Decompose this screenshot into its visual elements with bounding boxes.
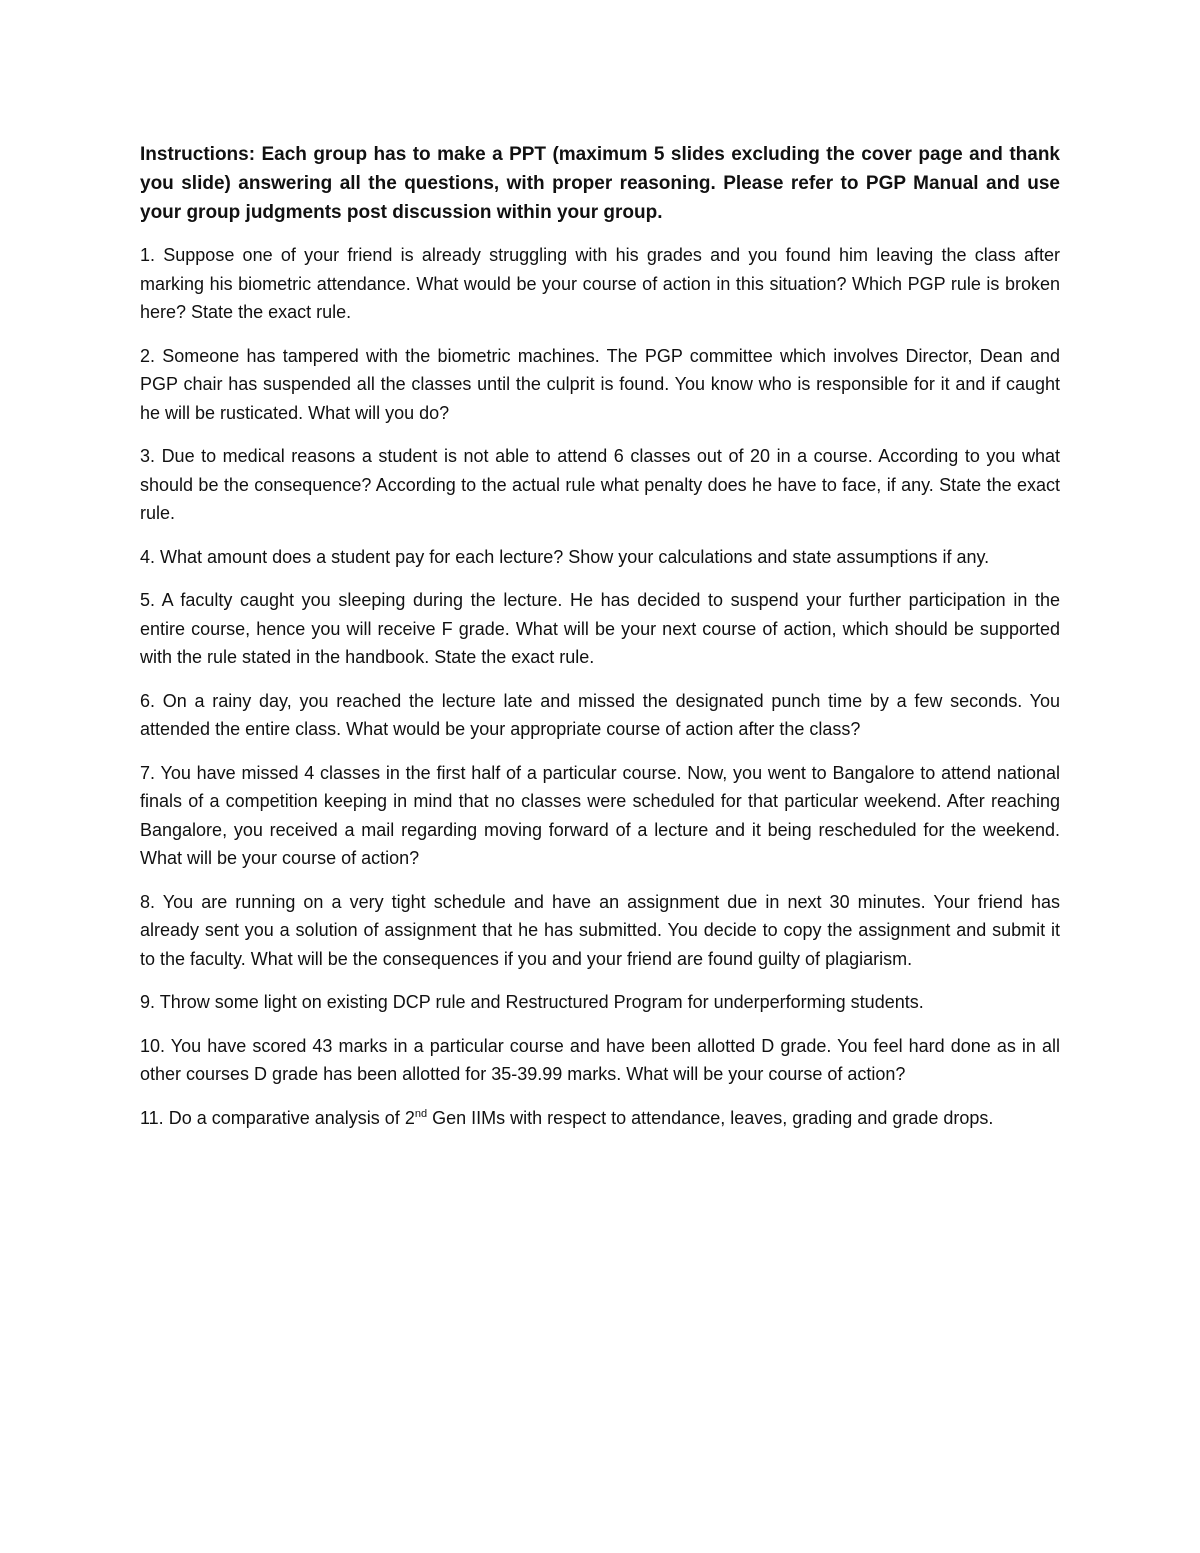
- question-text: A faculty caught you sleeping during the lecture. He has decided to suspend your further participation in the entire course, hence you will receive F grade. What will be your next course of action, which should be supported with the rule stated in the handbook. State the exact rule.: [140, 590, 1060, 667]
- instructions-paragraph: Instructions: Each group has to make a PPT (maximum 5 slides excluding the cover page and thank you slide) answering all the questions, with proper reasoning. Please refer to PGP Manual and use your group judgments post discussion within your group.: [140, 144, 1060, 223]
- question-number: 11.: [140, 1107, 164, 1128]
- question-2: [140, 342, 1060, 428]
- document-content: [140, 140, 1060, 1147]
- question-text: Suppose one of your friend is already struggling with his grades and you found him leaving the class after marking his biometric attendance. What would be your course of action in this situation? Which PGP rule is broken here? State the exact rule.: [140, 245, 1060, 322]
- question-text: You have scored 43 marks in a particular course and have been allotted D grade. You feel hard done as in all other courses D grade has been allotted for 35-39.99 marks. What will be your course of action?: [140, 1035, 1060, 1084]
- question-9: [140, 988, 1060, 1017]
- question-10: [140, 1032, 1060, 1089]
- question-number: 7.: [140, 762, 156, 783]
- question-text: Someone has tampered with the biometric machines. The PGP committee which involves Director, Dean and PGP chair has suspended all the classes until the culprit is found. You know who is responsible for it and if caught he will be rusticated. What will you do?: [140, 345, 1060, 423]
- question-number: 6.: [140, 690, 156, 711]
- question-number: 8.: [140, 891, 156, 912]
- question-7: [140, 759, 1060, 873]
- question-5: [140, 586, 1060, 672]
- question-4: [140, 543, 1060, 572]
- question-text-before: Do a comparative analysis of 2: [168, 1107, 415, 1128]
- question-text: You have missed 4 classes in the first half of a particular course. Now, you went to Bangalore to attend national finals of a competition keeping in mind that no classes were scheduled for that particular weekend. After reaching Bangalore, you received a mail regarding moving forward of a lecture and it being rescheduled for the weekend. What will be your course of action?: [140, 762, 1060, 868]
- question-number: 3.: [140, 446, 156, 466]
- ordinal-superscript: nd: [414, 1107, 428, 1120]
- question-number: 4.: [140, 546, 156, 567]
- question-11: [140, 1104, 1060, 1133]
- question-3: [140, 442, 1060, 528]
- question-6: [140, 687, 1060, 744]
- question-number: 2.: [140, 345, 156, 366]
- question-text-after: Gen IIMs with respect to attendance, leaves, grading and grade drops.: [427, 1107, 994, 1128]
- question-text: Due to medical reasons a student is not able to attend 6 classes out of 20 in a course. According to you what should be the consequence? According to the actual rule what penalty does he have to face, if any. State the exact rule.: [140, 446, 1060, 523]
- question-text: What amount does a student pay for each lecture? Show your calculations and state assumptions if any.: [160, 546, 990, 567]
- question-number: 5.: [140, 590, 156, 610]
- question-text: You are running on a very tight schedule and have an assignment due in next 30 minutes. Your friend has already sent you a solution of assignment that he has submitted. You decide to copy the assignment and submit it to the faculty. What will be the consequences if you and your friend are found guilty of plagiarism.: [140, 891, 1060, 969]
- question-text: Throw some light on existing DCP rule and Restructured Program for underperforming students.: [159, 992, 924, 1012]
- question-8: [140, 888, 1060, 974]
- question-text: On a rainy day, you reached the lecture late and missed the designated punch time by a few seconds. You attended the entire class. What would be your appropriate course of action after the class?: [140, 690, 1060, 739]
- question-number: 9.: [140, 992, 156, 1012]
- question-1: [140, 241, 1060, 327]
- question-number: 10.: [140, 1035, 166, 1056]
- question-number: 1.: [140, 245, 156, 265]
